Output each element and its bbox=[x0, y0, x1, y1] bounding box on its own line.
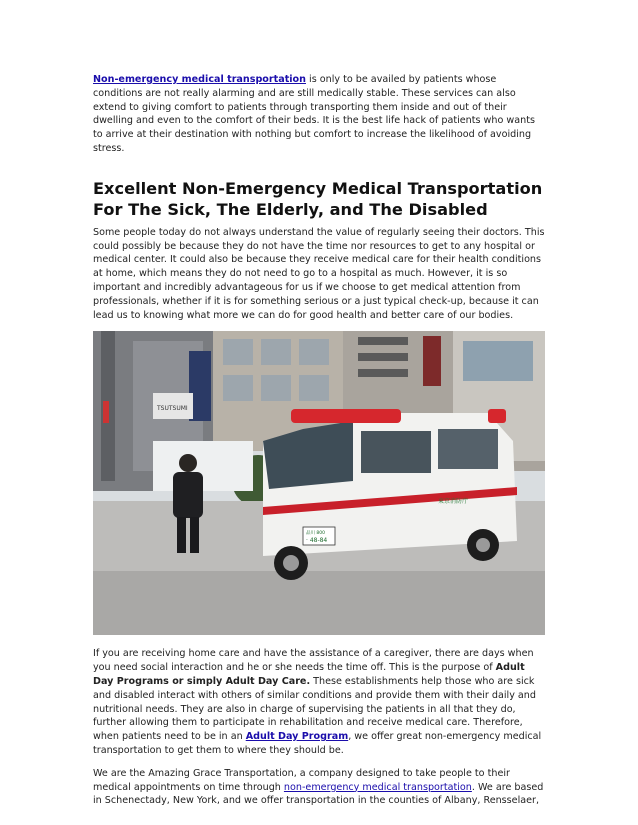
nemt-link-2[interactable]: non-emergency medical transportation bbox=[283, 781, 472, 793]
light-bar bbox=[291, 409, 401, 423]
document-page bbox=[93, 73, 545, 808]
section-heading: Excellent Non-Emergency Medical Transportation For The Sick, The Elderly, and The Disabled bbox=[93, 178, 543, 219]
svg-text:· 48-84: · 48-84 bbox=[306, 537, 328, 545]
company-paragraph: We are the Amazing Grace Transportation, a company designed to take people to their medical appointments on time through non-emergency medical transportation. We are based in Schenectady, New York, and we offer transportation in the counties of Albany, Rensselaer, bbox=[93, 767, 544, 807]
adult-day-paragraph: If you are receiving home care and have the assistance of a caregiver, there are days when you need social interaction and he or she needs the time off. This is the purpose of Adult Day Programs or simply Adult Day Care. These establishments help those who are sick and disabled interact with others of similar conditions and provide them with their daily and nutritional needs. They are also in charge of supervising the patients in all that they do, further allowing them to participate in rehabilitation and receive medical care. Therefore, when patients need to be in an Adult Day Program, we offer great non-emergency medical transportation to get them to where they should be. bbox=[93, 648, 542, 756]
ambulance-photo bbox=[93, 331, 545, 635]
intro-text: is only to be availed by patients whose conditions are not really alarming and are still medically stable. These services can also extend to giving comfort to patients through transporting them inside and out of their dwelling and even to the comfort of their beds. It is the best life hack of patients who wants to arrive at their destination with nothing but comfort to increase the likelihood of avoiding stress. bbox=[93, 74, 535, 154]
nemt-link[interactable]: Non-emergency medical transportation bbox=[93, 74, 306, 85]
store-sign-text: TSUTSUMI bbox=[157, 405, 188, 413]
section-body: Some people today do not always understand the value of regularly seeing their doctors. This could possibly be because they do not have the time nor resources to get to any hospital or medical center. It could also be because they receive medical care for their health conditions at home, which means they do not need to go to a hospital as much. However, it is so important and incredibly advantageous for us if we choose to get medical attention from professionals, whether if it is for something serious or a just typical check-up, because it can lead us to knowing what more we can do for good health and better care of our bodies. bbox=[93, 226, 545, 321]
svg-text:品川 800: 品川 800 bbox=[306, 531, 326, 537]
adult-day-program-link[interactable]: Adult Day Program bbox=[245, 731, 349, 743]
intro-paragraph bbox=[93, 73, 545, 156]
side-text: 東京消防庁 bbox=[438, 498, 469, 506]
adult-day-bold: Adult Day Programs or simply Adult Day Care. bbox=[93, 662, 525, 687]
